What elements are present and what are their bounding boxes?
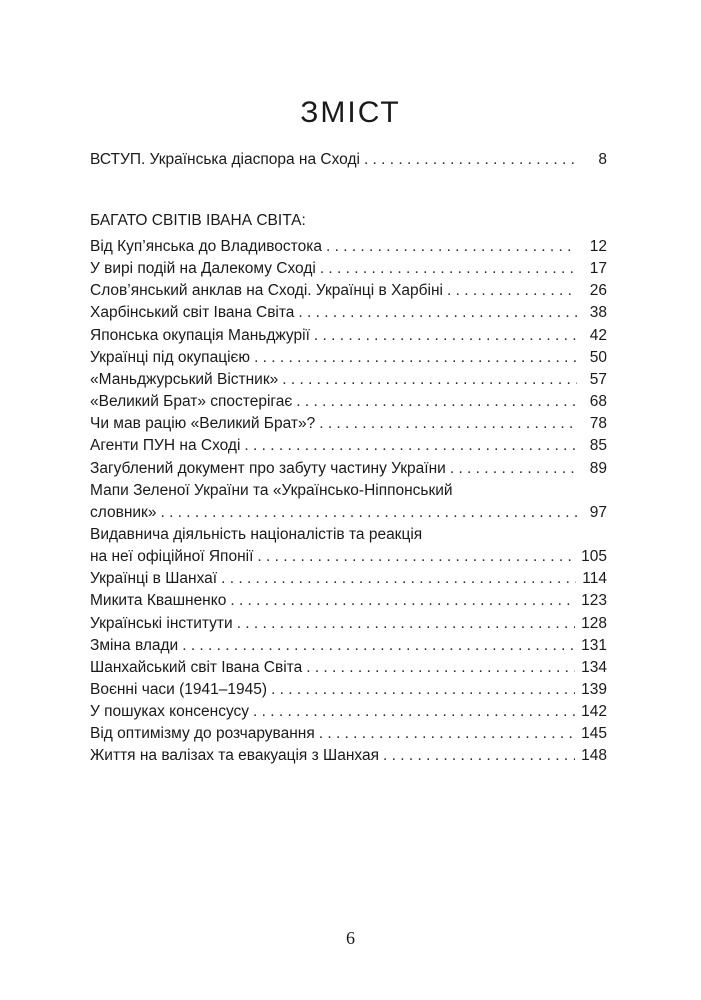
toc-entry-page: 131 bbox=[581, 636, 607, 654]
leader-dots bbox=[447, 280, 577, 302]
toc-entry-title: «Маньджурський Вістник» bbox=[90, 370, 279, 388]
toc-entry[interactable] bbox=[90, 280, 607, 302]
leader-dots bbox=[271, 679, 575, 701]
leader-dots bbox=[314, 325, 577, 347]
leader-dots bbox=[298, 302, 577, 324]
toc-entry-title: Від Куп’янська до Владивостока bbox=[90, 238, 322, 255]
leader-dots bbox=[182, 635, 575, 657]
leader-dots bbox=[221, 568, 576, 590]
toc-entry-title: Воєнні часи (1941–1945) bbox=[90, 681, 268, 698]
toc-entry-title: Життя на валізах та евакуація з Шанхая bbox=[90, 747, 380, 765]
toc-entry-page: 8 bbox=[598, 151, 607, 168]
toc-entry-title: У пошуках консенсусу bbox=[90, 703, 250, 721]
toc-entry-title: Шанхайський світ Івана Світа bbox=[90, 658, 303, 676]
toc-entry-page: 134 bbox=[581, 658, 607, 676]
toc-entry[interactable] bbox=[90, 590, 607, 612]
toc-entry[interactable] bbox=[90, 745, 607, 767]
toc-entry[interactable] bbox=[90, 723, 607, 745]
leader-dots bbox=[282, 369, 577, 391]
toc-entry-title: Українці під окупацією bbox=[90, 348, 251, 366]
page-title: ЗМІСТ bbox=[300, 96, 401, 129]
toc-entry[interactable] bbox=[90, 635, 607, 657]
toc-entry-page: 26 bbox=[589, 282, 607, 300]
toc-entry[interactable] bbox=[90, 679, 607, 701]
toc-entry[interactable] bbox=[90, 568, 607, 590]
toc-entry-title: Від оптимізму до розчарування bbox=[90, 725, 315, 743]
toc-entry-title: ВСТУП. Українська діаспора на Сході bbox=[90, 151, 360, 168]
toc-entry-title: Микита Квашненко bbox=[90, 592, 227, 610]
toc-entry-page: 17 bbox=[589, 260, 607, 278]
leader-dots bbox=[257, 546, 575, 568]
leader-dots bbox=[254, 347, 577, 369]
toc-entry[interactable] bbox=[90, 325, 607, 347]
toc-entry-title-line1: Мапи Зеленої України та «Українсько-Ніппонський bbox=[90, 481, 453, 499]
toc-entry[interactable] bbox=[90, 546, 607, 568]
toc-entry-page: 123 bbox=[581, 592, 607, 610]
toc-entry-page: 78 bbox=[589, 415, 607, 433]
leader-dots bbox=[244, 435, 577, 457]
toc-entry[interactable] bbox=[90, 657, 607, 679]
section-heading: БАГАТО СВІТІВ ІВАНА СВІТА: bbox=[90, 212, 306, 229]
toc-entry-page: 42 bbox=[589, 326, 607, 344]
toc-entry-page: 12 bbox=[589, 238, 607, 255]
toc-entry-page: 148 bbox=[581, 747, 607, 765]
toc-entry-title: У вирі подій на Далекому Сході bbox=[90, 260, 316, 278]
toc-entry-title: Японська окупація Маньджурії bbox=[90, 326, 310, 344]
toc-entry[interactable] bbox=[90, 391, 607, 413]
page-number: 6 bbox=[346, 928, 355, 948]
toc-entry-title: Слов’янський анклав на Сході. Українці в Харбіні bbox=[90, 282, 443, 300]
leader-dots bbox=[319, 723, 575, 745]
toc-entry-title: словник» bbox=[90, 503, 157, 521]
toc-entry[interactable] bbox=[90, 458, 607, 480]
toc-entry[interactable] bbox=[90, 302, 607, 324]
toc-entry-title: Зміна влади bbox=[90, 636, 179, 654]
leader-dots bbox=[326, 236, 577, 258]
toc-entry[interactable] bbox=[90, 502, 607, 524]
leader-dots bbox=[230, 590, 575, 612]
leader-dots bbox=[296, 391, 577, 413]
toc-entry-page: 85 bbox=[589, 437, 607, 455]
toc-entry-title: Українські інститути bbox=[90, 614, 233, 632]
toc-entry-title: Харбінський світ Івана Світа bbox=[90, 304, 295, 322]
leader-dots bbox=[320, 258, 577, 280]
toc-entry-title: Загублений документ про забуту частину України bbox=[90, 459, 446, 477]
toc-entry[interactable] bbox=[90, 369, 607, 391]
toc-entry-page: 50 bbox=[589, 348, 607, 366]
leader-dots bbox=[364, 149, 577, 171]
toc-entry-page: 68 bbox=[589, 393, 607, 411]
leader-dots bbox=[450, 458, 577, 480]
toc-entry-title-line1: Видавнича діяльність націоналістів та реакція bbox=[90, 525, 423, 543]
toc-entry-title: на неї офіційної Японії bbox=[90, 548, 254, 566]
toc-entry[interactable] bbox=[90, 413, 607, 435]
toc-entry-title: Українці в Шанхаї bbox=[90, 570, 218, 588]
toc-entry-title: Чи мав рацію «Великий Брат»? bbox=[90, 415, 316, 433]
toc-entry-page: 139 bbox=[581, 681, 607, 698]
toc-entry-page: 89 bbox=[589, 459, 607, 477]
toc-entry-page: 114 bbox=[582, 570, 607, 588]
toc-entry-page: 145 bbox=[581, 725, 607, 743]
toc-entry-intro[interactable] bbox=[90, 149, 607, 171]
toc-entry[interactable] bbox=[90, 347, 607, 369]
toc-entry-page: 142 bbox=[581, 703, 607, 721]
toc-entry[interactable] bbox=[90, 258, 607, 280]
leader-dots bbox=[319, 413, 577, 435]
leader-dots bbox=[253, 701, 575, 723]
leader-dots bbox=[160, 502, 577, 524]
leader-dots bbox=[383, 745, 575, 767]
toc-entry[interactable] bbox=[90, 701, 607, 723]
toc-entry-title: Агенти ПУН на Сході bbox=[90, 437, 241, 455]
toc-entry[interactable] bbox=[90, 435, 607, 457]
toc-entry-page: 128 bbox=[581, 614, 607, 632]
toc-entry-page: 105 bbox=[581, 548, 607, 566]
toc-entry-page: 97 bbox=[589, 503, 607, 521]
toc-entry-page: 38 bbox=[589, 304, 607, 322]
toc-entry[interactable] bbox=[90, 236, 607, 258]
leader-dots bbox=[237, 613, 575, 635]
toc-entry[interactable] bbox=[90, 613, 607, 635]
leader-dots bbox=[306, 657, 575, 679]
toc-entry-page: 57 bbox=[589, 370, 607, 388]
toc-entry-title: «Великий Брат» спостерігає bbox=[90, 393, 293, 411]
